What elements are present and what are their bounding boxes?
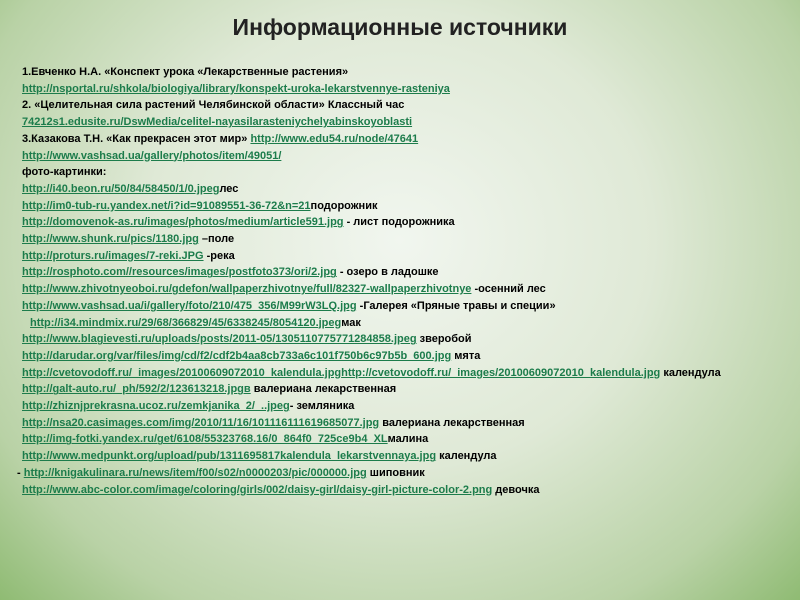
photo-item [22, 448, 782, 465]
photo-link[interactable]: http://i34.mindmix.ru/29/68/366829/45/6338245/8054120.jpeg [30, 316, 342, 329]
source-link[interactable]: http://www.edu54.ru/node/47641 [250, 132, 419, 145]
photo-item [22, 331, 782, 348]
source-link[interactable]: 74212s1.edusite.ru/DswMedia/celitel-nayasilarasteniychelyabinskoyoblasti [22, 116, 413, 129]
source-entry-2 [22, 97, 782, 114]
photo-link[interactable]: http://www.medpunkt.org/upload/pub/1311695817kalendula_lekarstvennaya.jpg [22, 450, 437, 463]
photo-label: подорожник [310, 199, 378, 212]
photos-header-text: фото-картинки: [22, 166, 107, 179]
photo-label: валериана лекарственная [379, 416, 525, 429]
photo-link[interactable]: http://darudar.org/var/files/img/cd/f2/cdf2b4aa8cb733a6c101f750b6c97b5b_600.jpg [22, 349, 452, 362]
photo-label: - озеро в ладошке [336, 266, 439, 279]
source-entry-1 [22, 64, 782, 81]
photo-label: валериана лекарственная [250, 383, 397, 396]
photo-item [22, 198, 782, 215]
photo-prefix: - [17, 466, 24, 479]
photo-link[interactable]: http://www.abc-color.com/image/coloring/girls/002/daisy-girl/daisy-girl-picture-color-2.png [22, 483, 493, 496]
photo-item [22, 281, 782, 298]
photo-label: - лист подорожника [343, 216, 455, 229]
photo-label: -Галерея «Пряные травы и специи» [356, 299, 556, 312]
photo-link[interactable]: http://im0-tub-ru.yandex.net/i?id=91089551-36-72&n=21 [22, 199, 311, 212]
photo-label: -осенний лес [471, 283, 546, 296]
photo-link-secondary[interactable]: http://cvetovodoff.ru/_images/20100609072010_kalendula.jpg [341, 366, 661, 379]
photo-link[interactable]: http://cvetovodoff.ru/_images/20100609072010_kalendula.jpg [22, 366, 342, 379]
photo-link[interactable]: http://www.blagievesti.ru/uploads/posts/2011-05/1305110775771284858.jpeg [22, 333, 417, 346]
source-entry-3-link-line [22, 148, 782, 165]
photo-label: - земляника [289, 400, 355, 413]
source-link[interactable]: http://www.vashsad.ua/gallery/photos/item/49051/ [22, 149, 282, 162]
photo-label: -река [203, 249, 235, 262]
photo-link[interactable]: http://zhiznjprekrasna.ucoz.ru/zemkjanika_2/_..jpeg [22, 400, 290, 413]
photo-label: мята [451, 349, 481, 362]
photo-link[interactable]: http://nsa20.casimages.com/img/2010/11/16/101116111619685077.jpg [22, 416, 380, 429]
photo-link[interactable]: http://galt-auto.ru/_ph/592/2/123613218.jpgв [22, 383, 251, 396]
source-link[interactable]: http://nsportal.ru/shkola/biologiya/library/konspekt-uroka-lekarstvennye-rasteniya [22, 82, 450, 95]
photo-label: девочка [492, 483, 540, 496]
source-text: 1.Евченко Н.А. «Конспект урока «Лекарственные растения» [22, 66, 349, 78]
photo-item [22, 381, 782, 398]
photo-item [22, 298, 782, 315]
photo-label: зверобой [416, 333, 472, 346]
photo-link[interactable]: http://www.vashsad.ua/i/gallery/foto/210/475_356/M99rW3LQ.jpg [22, 299, 357, 312]
photo-link[interactable]: http://i40.beon.ru/50/84/58450/1/0.jpeg [22, 182, 220, 195]
source-text: 3.Казакова Т.Н. «Как прекрасен этот мир» [22, 132, 248, 145]
photo-item [22, 415, 782, 432]
photo-link[interactable]: http://domovenok-as.ru/images/photos/medium/article591.jpg [22, 216, 344, 229]
photo-label: календула [436, 450, 497, 463]
photo-label: –поле [198, 233, 235, 246]
source-text: 2. «Целительная сила растений Челябинской области» Классный час [22, 99, 405, 112]
photo-item [22, 365, 782, 382]
photo-item [22, 248, 782, 265]
photo-item [22, 398, 782, 415]
photo-item [22, 214, 782, 231]
photo-item [17, 465, 782, 482]
photo-item [22, 431, 782, 448]
photo-link[interactable]: http://img-fotki.yandex.ru/get/6108/55323768.16/0_864f0_725ce9b4_XL [22, 433, 388, 446]
photo-label: мак [341, 316, 361, 329]
sources-list [17, 64, 782, 498]
photo-label: календула [660, 366, 721, 379]
photo-link[interactable]: http://www.zhivotnyeoboi.ru/gdefon/wallpaperzhivotnye/full/82327-wallpaperzhivotnye [22, 283, 472, 296]
photo-item [22, 264, 782, 281]
photo-item [22, 482, 782, 499]
source-entry-3 [22, 131, 782, 148]
photo-item [22, 315, 782, 332]
slide-title: Информационные источники [232, 14, 568, 40]
photo-item [22, 231, 782, 248]
photo-label: лес [219, 182, 239, 195]
photo-item [22, 348, 782, 365]
photo-link[interactable]: http://www.shunk.ru/pics/1180.jpg [22, 233, 199, 246]
source-entry-1-link-line [22, 81, 782, 98]
photo-link[interactable]: http://proturs.ru/images/7-reki.JPG [22, 249, 204, 262]
photo-label: шиповник [366, 466, 425, 479]
photo-label: малина [387, 433, 429, 446]
photo-link[interactable]: http://knigakulinara.ru/news/item/f00/s02/n0000203/pic/000000.jpg [23, 466, 367, 479]
source-entry-2-link-line [22, 114, 782, 131]
photo-item [22, 181, 782, 198]
photo-link[interactable]: http://rosphoto.com//resources/images/postfoto373/ori/2.jpg [22, 266, 337, 279]
photos-header [22, 164, 782, 181]
